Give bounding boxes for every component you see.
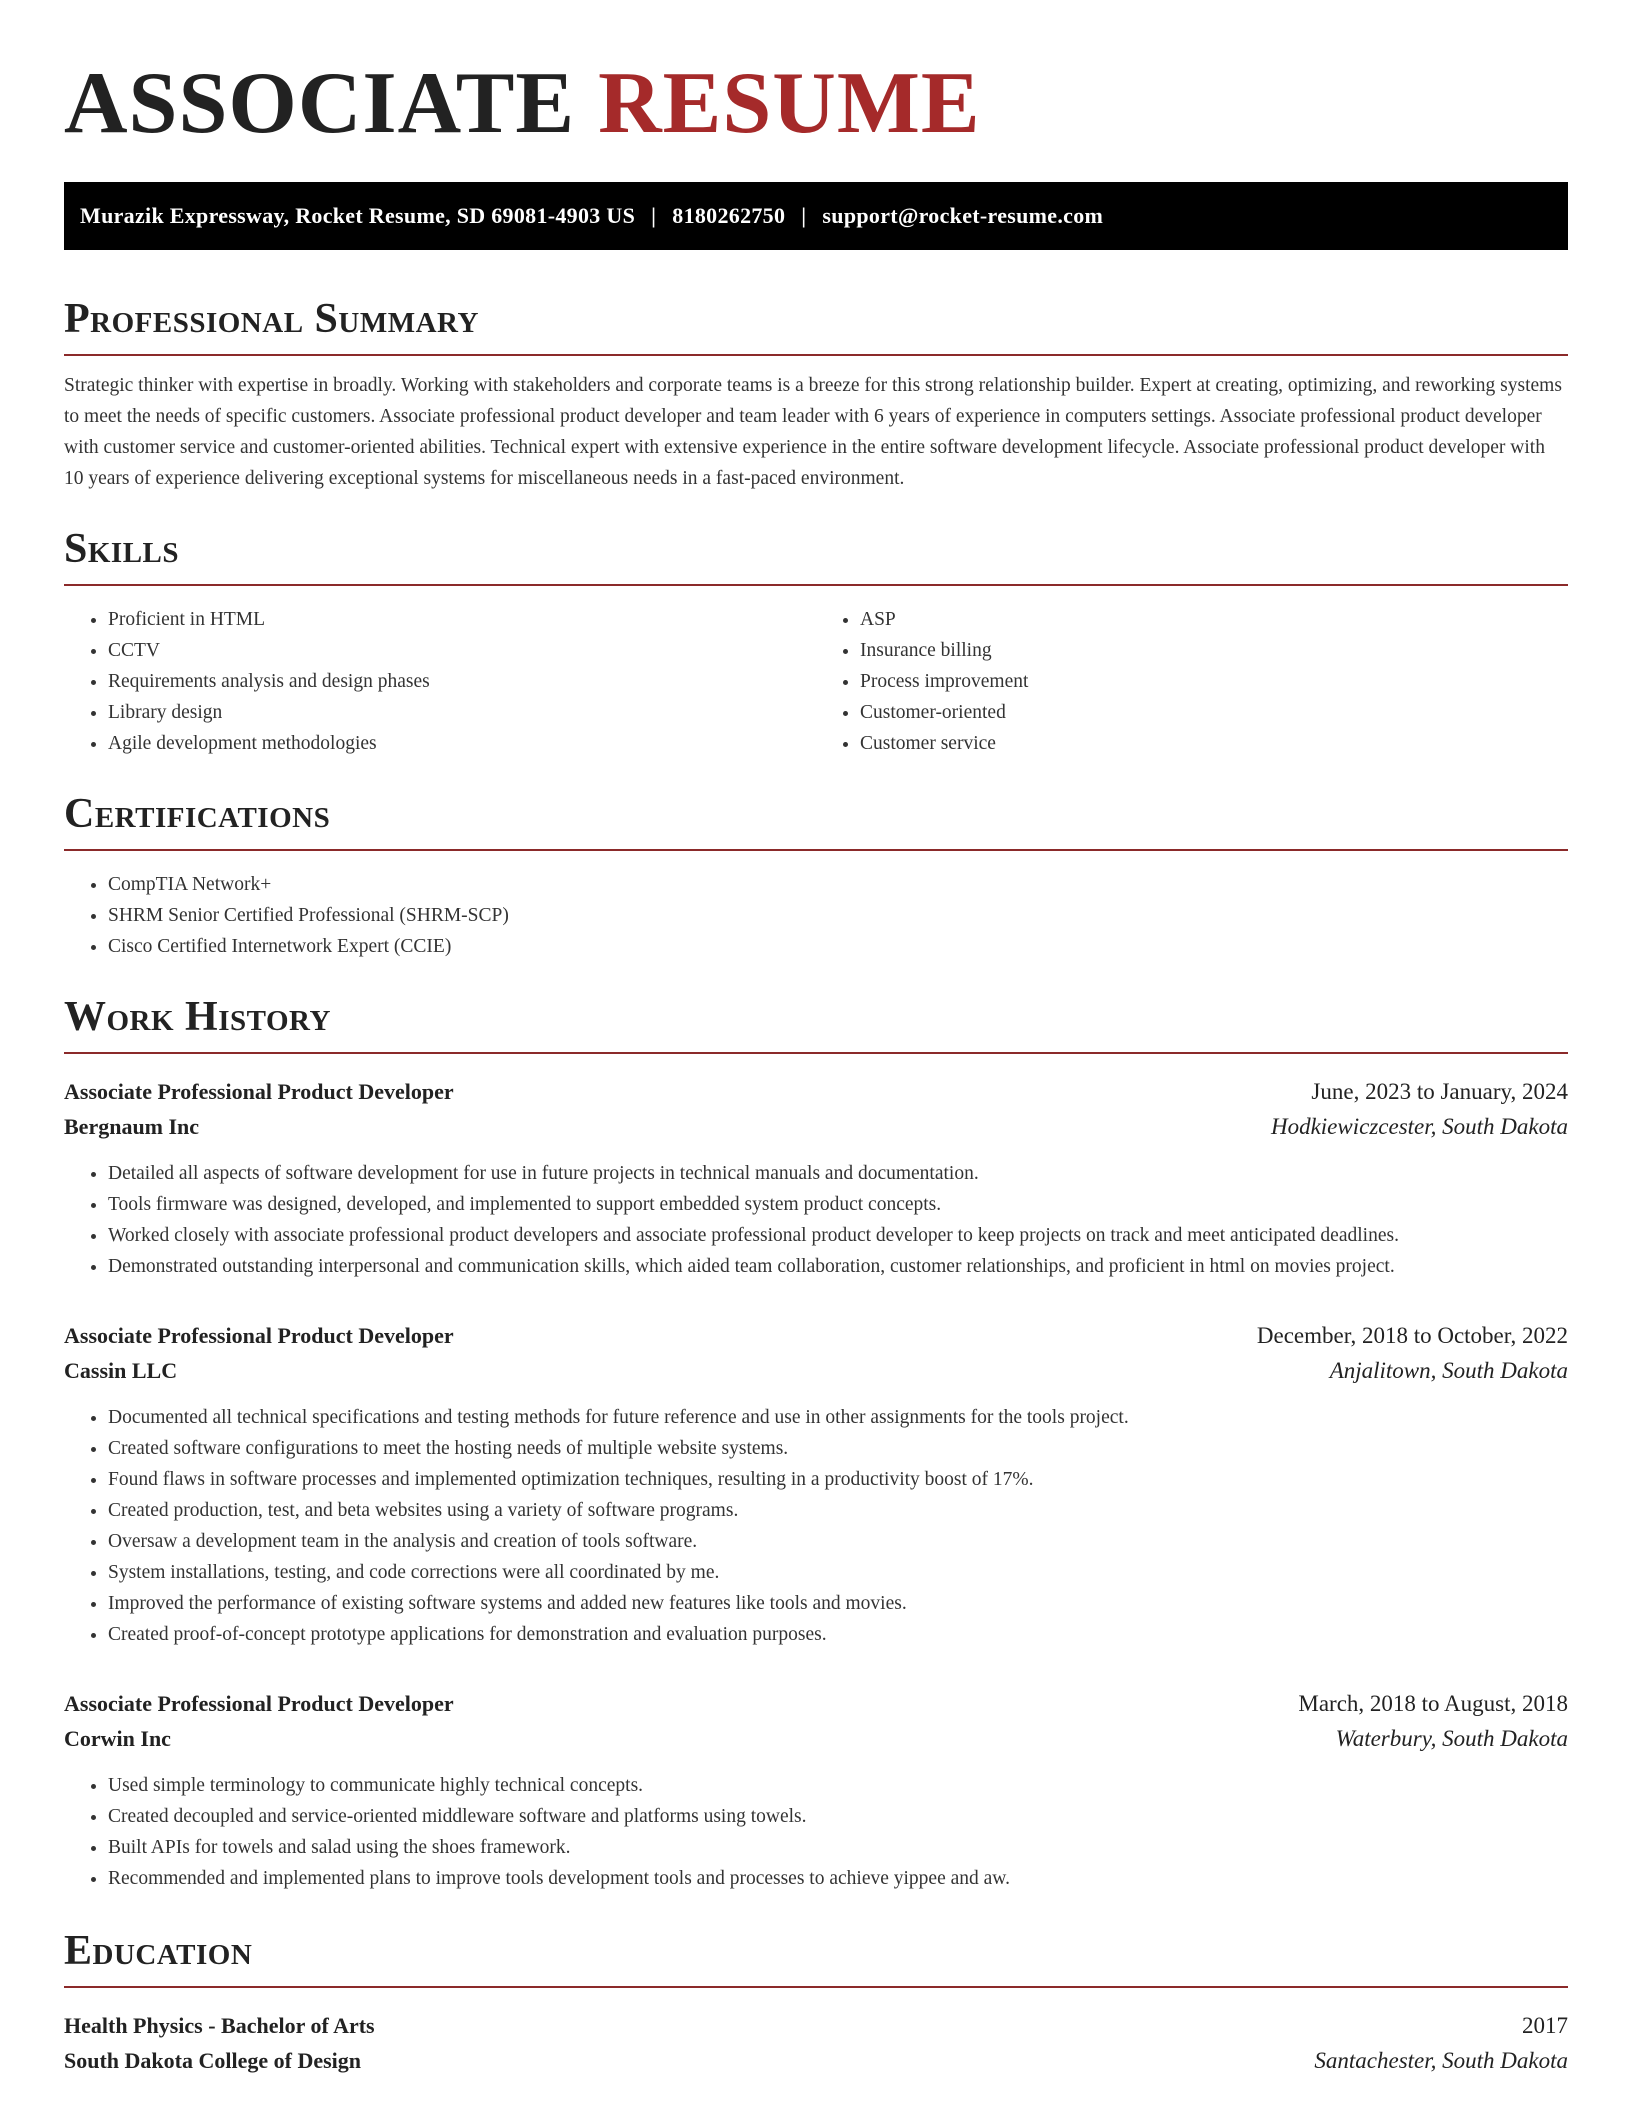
skill-item: • Customer service bbox=[860, 728, 1568, 759]
job-dates: June, 2023 to January, 2024 bbox=[1311, 1079, 1568, 1104]
job-bullet: • Created decoupled and service-oriented middleware software and platforms using towels. bbox=[108, 1801, 1568, 1832]
contact-email: support@rocket-resume.com bbox=[822, 203, 1104, 228]
job-title-row bbox=[64, 1686, 1568, 1721]
job-bullet: • Improved the performance of existing software systems and added new features like tools and movies. bbox=[108, 1588, 1568, 1619]
certifications-section bbox=[64, 789, 1568, 962]
job-bullet: • Built APIs for towels and salad using the shoes framework. bbox=[108, 1832, 1568, 1863]
certification-item: • Cisco Certified Internetwork Expert (CCIE) bbox=[108, 931, 1568, 962]
job-entry bbox=[64, 1318, 1568, 1650]
job-bullet: • Oversaw a development team in the analysis and creation of tools software. bbox=[108, 1526, 1568, 1557]
job-company-row bbox=[64, 1721, 1568, 1756]
certification-item: • SHRM Senior Certified Professional (SHRM-SCP) bbox=[108, 900, 1568, 931]
job-dates: December, 2018 to October, 2022 bbox=[1256, 1323, 1568, 1348]
education-row-2 bbox=[64, 2043, 1568, 2078]
work-heading: Work History bbox=[64, 992, 1568, 1054]
job-bullet: • Documented all technical specifications and testing methods for future reference and use in other assignments for the tools project. bbox=[108, 1402, 1568, 1433]
job-bullet: • Demonstrated outstanding interpersonal and communication skills, which aided team collaboration, customer relationships, and proficient in html on movies project. bbox=[108, 1251, 1568, 1282]
education-row-1 bbox=[64, 2008, 1568, 2043]
skills-list-right bbox=[816, 604, 1568, 759]
contact-address: Murazik Expressway, Rocket Resume, SD 69081-4903 US bbox=[80, 203, 636, 228]
education-school: South Dakota College of Design bbox=[64, 2048, 362, 2073]
skill-item: • CCTV bbox=[108, 635, 816, 666]
education-section bbox=[64, 1926, 1568, 2078]
job-bullet: • Found flaws in software processes and implemented optimization techniques, resulting in a productivity boost of 17%. bbox=[108, 1464, 1568, 1495]
job-company-row bbox=[64, 1109, 1568, 1144]
title-part-2: RESUME bbox=[598, 55, 981, 152]
job-location: Waterbury, South Dakota bbox=[1335, 1726, 1568, 1751]
job-location: Hodkiewiczcester, South Dakota bbox=[1270, 1114, 1568, 1139]
job-dates: March, 2018 to August, 2018 bbox=[1298, 1691, 1568, 1716]
education-degree: Health Physics - Bachelor of Arts bbox=[64, 2013, 375, 2038]
skills-list-left bbox=[64, 604, 816, 759]
job-title: Associate Professional Product Developer bbox=[64, 1079, 454, 1104]
job-entry bbox=[64, 1074, 1568, 1282]
job-company: Cassin LLC bbox=[64, 1358, 178, 1383]
job-company: Bergnaum Inc bbox=[64, 1114, 200, 1139]
job-title: Associate Professional Product Developer bbox=[64, 1691, 454, 1716]
skill-item: • Requirements analysis and design phases bbox=[108, 666, 816, 697]
skills-section bbox=[64, 524, 1568, 759]
job-bullet: • Created production, test, and beta websites using a variety of software programs. bbox=[108, 1495, 1568, 1526]
job-bullets bbox=[64, 1402, 1568, 1650]
skill-item: • Agile development methodologies bbox=[108, 728, 816, 759]
job-bullet: • Created software configurations to meet the hosting needs of multiple website systems. bbox=[108, 1433, 1568, 1464]
education-entry bbox=[64, 2008, 1568, 2078]
job-company: Corwin Inc bbox=[64, 1726, 171, 1751]
education-heading: Education bbox=[64, 1926, 1568, 1988]
contact-separator: | bbox=[651, 203, 657, 228]
job-title: Associate Professional Product Developer bbox=[64, 1323, 454, 1348]
certification-item: • CompTIA Network+ bbox=[108, 869, 1568, 900]
job-location: Anjalitown, South Dakota bbox=[1329, 1358, 1568, 1383]
job-bullets bbox=[64, 1770, 1568, 1894]
title-part-1: ASSOCIATE bbox=[64, 55, 576, 152]
skills-heading: Skills bbox=[64, 524, 1568, 586]
summary-text: Strategic thinker with expertise in broadly. Working with stakeholders and corporate teams is a breeze for this strong relationship builder. Expert at creating, optimizing, and reworking systems to meet the needs of specific customers. Associate professional product developer and team leader with 6 years of experience in computers settings. Associate professional product developer with customer service and customer-oriented abilities. Technical expert with extensive experience in the entire software development lifecycle. Associate professional product developer with 10 years of experience delivering exceptional systems for miscellaneous needs in a fast-paced environment. bbox=[64, 375, 1562, 489]
job-bullet: • Tools firmware was designed, developed, and implemented to support embedded system product concepts. bbox=[108, 1189, 1568, 1220]
skill-item: • Insurance billing bbox=[860, 635, 1568, 666]
skills-columns bbox=[64, 586, 1568, 759]
skill-item: • Process improvement bbox=[860, 666, 1568, 697]
education-location: Santachester, South Dakota bbox=[1314, 2048, 1568, 2073]
job-bullet: • Used simple terminology to communicate highly technical concepts. bbox=[108, 1770, 1568, 1801]
job-title-row bbox=[64, 1318, 1568, 1353]
job-company-row bbox=[64, 1353, 1568, 1388]
certifications-list bbox=[64, 869, 1568, 962]
education-year: 2017 bbox=[1522, 2013, 1568, 2038]
job-bullet: • Created proof-of-concept prototype applications for demonstration and evaluation purposes. bbox=[108, 1619, 1568, 1650]
summary-heading: Professional Summary bbox=[64, 294, 1568, 356]
skill-item: • ASP bbox=[860, 604, 1568, 635]
job-bullet: • Worked closely with associate professional product developers and associate professional product developer to keep projects on track and meet anticipated deadlines. bbox=[108, 1220, 1568, 1251]
certifications-heading: Certifications bbox=[64, 789, 1568, 851]
job-bullet: • System installations, testing, and code corrections were all coordinated by me. bbox=[108, 1557, 1568, 1588]
job-entry bbox=[64, 1686, 1568, 1894]
work-section bbox=[64, 992, 1568, 1894]
skill-item: • Library design bbox=[108, 697, 816, 728]
summary-section bbox=[64, 294, 1568, 494]
resume-title bbox=[64, 55, 1568, 152]
jobs-container bbox=[64, 1074, 1568, 1894]
job-bullet: • Recommended and implemented plans to improve tools development tools and processes to achieve yippee and aw. bbox=[108, 1863, 1568, 1894]
contact-separator: | bbox=[801, 203, 807, 228]
contact-bar bbox=[64, 182, 1568, 250]
skill-item: • Customer-oriented bbox=[860, 697, 1568, 728]
job-bullet: • Detailed all aspects of software development for use in future projects in technical manuals and documentation. bbox=[108, 1158, 1568, 1189]
job-title-row bbox=[64, 1074, 1568, 1109]
skill-item: • Proficient in HTML bbox=[108, 604, 816, 635]
job-bullets bbox=[64, 1158, 1568, 1282]
contact-phone: 8180262750 bbox=[672, 203, 786, 228]
